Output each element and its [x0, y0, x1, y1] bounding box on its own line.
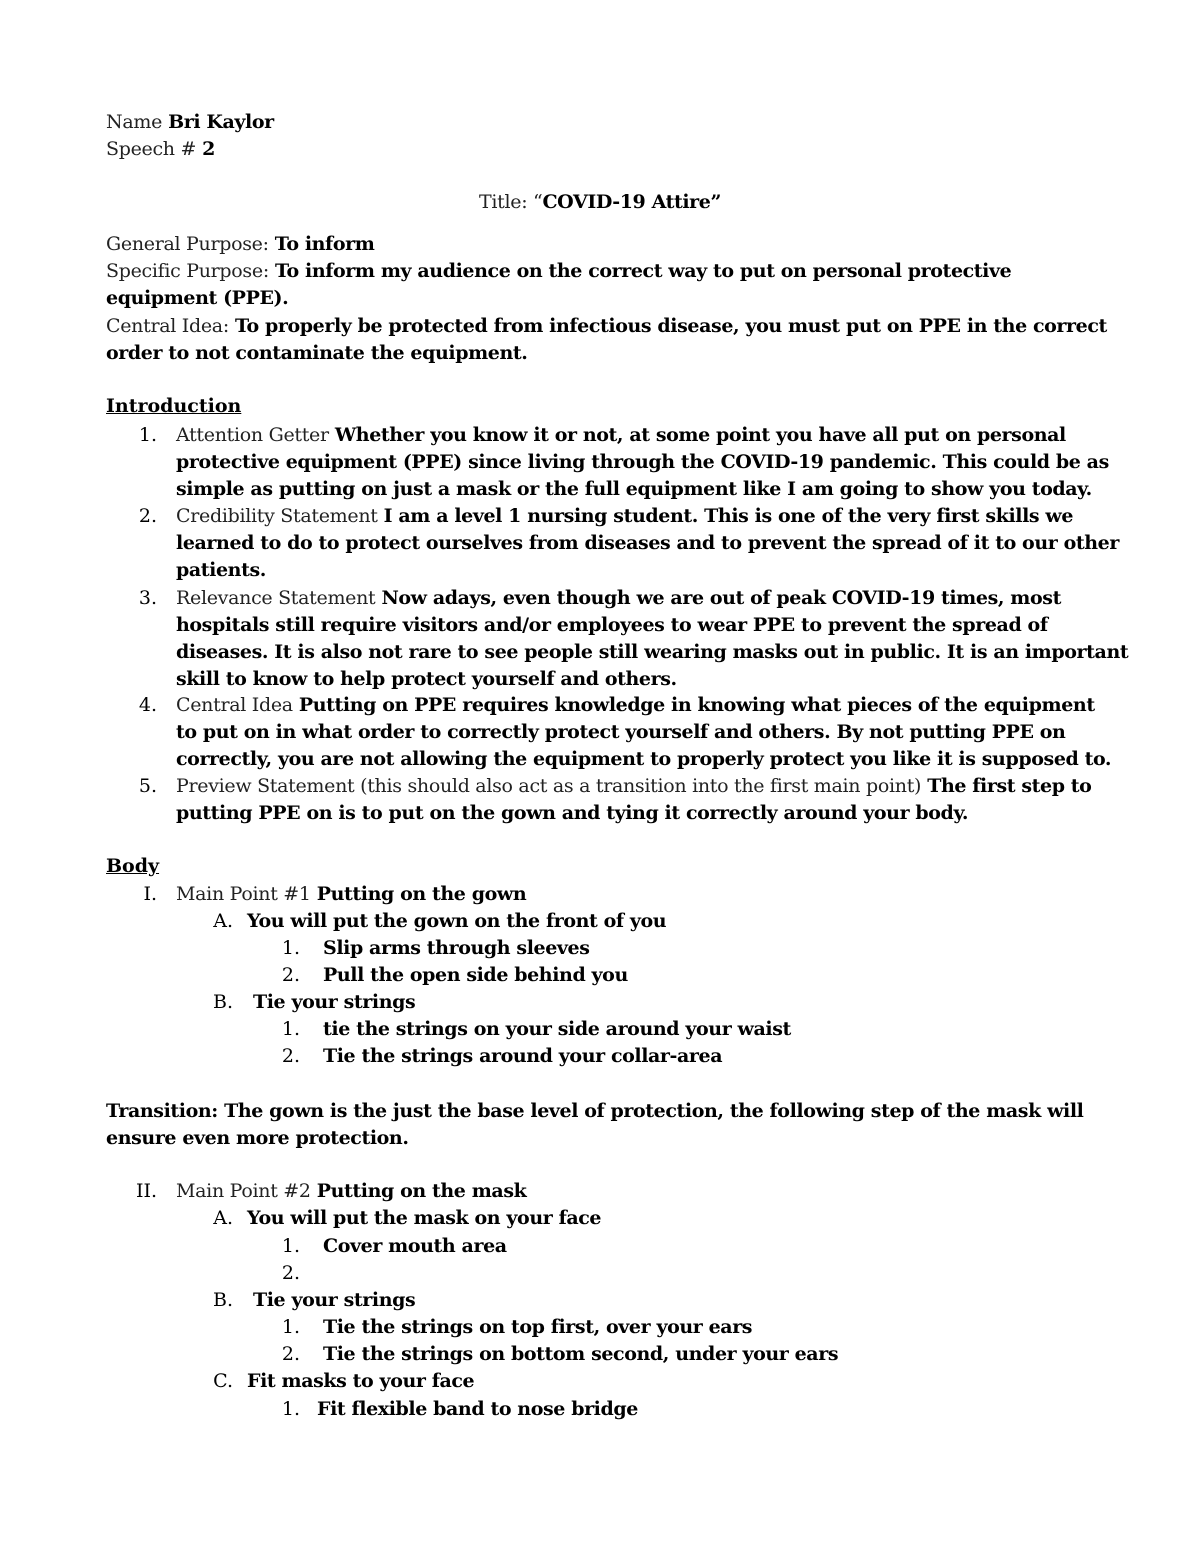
sub-sub-number: 1.: [281, 1235, 300, 1257]
sub-letter: C.: [213, 1370, 233, 1392]
list-number: 3.: [138, 587, 157, 609]
general-purpose: [106, 231, 374, 257]
list-item: [176, 503, 1073, 529]
item-text: Whether you know it or not, at some point you have all put on personal: [334, 424, 1066, 446]
transition-line1: Transition: The gown is the just the base level of protection, the following step of the mask will: [106, 1100, 1084, 1122]
main-point-1: [176, 881, 526, 907]
sub-letter: A.: [213, 910, 233, 932]
main-point-value: Putting on the mask: [316, 1180, 527, 1202]
item-text: correctly, you are not allowing the equipment to properly protect you like it is supposed to.: [176, 748, 1112, 770]
item-text: The first step to: [927, 775, 1092, 797]
sub-sub-point: Tie the strings on bottom second, under your ears: [323, 1343, 839, 1365]
item-text: Putting on PPE requires knowledge in knowing what pieces of the equipment: [298, 694, 1095, 716]
main-point-label: Main Point #1: [176, 883, 311, 905]
sub-sub-number: 2.: [281, 1045, 300, 1067]
specific-purpose-label: Specific Purpose:: [106, 260, 269, 282]
sub-sub-point: Cover mouth area: [323, 1235, 507, 1257]
item-text: Now adays, even though we are out of peak COVID-19 times, most: [381, 587, 1061, 609]
item-text: putting PPE on is to put on the gown and tying it correctly around your body.: [176, 802, 969, 824]
specific-purpose-line2: equipment (PPE).: [106, 287, 289, 309]
main-point-label: Main Point #2: [176, 1180, 311, 1202]
central-idea: [106, 313, 1107, 339]
title-line: [0, 189, 1200, 215]
item-label: Preview Statement (this should also act as a transition into the first main point): [176, 775, 922, 797]
sub-letter: B.: [212, 991, 233, 1013]
name-line: [106, 109, 274, 135]
sub-point: Fit masks to your face: [247, 1370, 475, 1392]
general-purpose-label: General Purpose:: [106, 233, 269, 255]
list-item: [176, 422, 1066, 448]
speech-value: 2: [202, 138, 215, 160]
body-heading: Body: [106, 855, 160, 877]
item-label: Relevance Statement: [176, 587, 376, 609]
item-label: Attention Getter: [176, 424, 329, 446]
sub-sub-point: Tie the strings around your collar-area: [323, 1045, 723, 1067]
title-label: Title: “: [478, 191, 543, 213]
speech-label: Speech #: [106, 138, 197, 160]
sub-sub-number: 1.: [281, 1316, 300, 1338]
item-text: hospitals still require visitors and/or employees to wear PPE to prevent the spread of: [176, 614, 1048, 636]
central-idea-label: Central Idea:: [106, 315, 229, 337]
general-purpose-value: To inform: [274, 233, 375, 255]
item-label: Central Idea: [176, 694, 293, 716]
sub-point: Tie your strings: [253, 991, 416, 1013]
list-item: [176, 692, 1095, 718]
sub-sub-number: 1.: [281, 1018, 300, 1040]
sub-sub-point: Slip arms through sleeves: [323, 937, 590, 959]
list-number: 5.: [138, 775, 157, 797]
sub-letter: B.: [212, 1289, 233, 1311]
sub-point: You will put the mask on your face: [247, 1207, 602, 1229]
item-text: diseases. It is also not rare to see people still wearing masks out in public. It is an important: [176, 641, 1129, 663]
central-idea-line1: To properly be protected from infectious disease, you must put on PPE in the correct: [234, 315, 1107, 337]
main-point-number: II.: [135, 1180, 157, 1202]
item-text: learned to do to protect ourselves from diseases and to prevent the spread of it to our other: [176, 532, 1119, 554]
sub-sub-number: 1.: [281, 937, 300, 959]
main-point-2: [176, 1178, 526, 1204]
title-close-quote: ”: [710, 191, 721, 213]
central-idea-line2: order to not contaminate the equipment.: [106, 342, 528, 364]
name-value: Bri Kaylor: [168, 111, 274, 133]
item-text: to put on in what order to correctly protect yourself and others. By not putting PPE on: [176, 721, 1066, 743]
name-label: Name: [106, 111, 163, 133]
main-point-number: I.: [143, 883, 157, 905]
item-text: patients.: [176, 559, 266, 581]
list-item: [176, 773, 1091, 799]
item-text: skill to know to help protect yourself and others.: [176, 668, 677, 690]
item-text: protective equipment (PPE) since living through the COVID-19 pandemic. This could be as: [176, 451, 1109, 473]
transition-line2: ensure even more protection.: [106, 1127, 409, 1149]
sub-sub-number: 2.: [281, 1343, 300, 1365]
item-text: simple as putting on just a mask or the full equipment like I am going to show you today.: [176, 478, 1092, 500]
list-item: [176, 585, 1061, 611]
sub-sub-point: Tie the strings on top first, over your ears: [323, 1316, 753, 1338]
list-number: 1.: [138, 424, 157, 446]
item-label: Credibility Statement: [176, 505, 378, 527]
sub-letter: A.: [213, 1207, 233, 1229]
sub-sub-number: 2.: [281, 1262, 300, 1284]
list-number: 4.: [138, 694, 157, 716]
sub-sub-number: 2.: [281, 964, 300, 986]
item-text: I am a level 1 nursing student. This is one of the very first skills we: [383, 505, 1074, 527]
sub-point: You will put the gown on the front of you: [247, 910, 667, 932]
specific-purpose-line1: To inform my audience on the correct way to put on personal protective: [274, 260, 1012, 282]
list-number: 2.: [138, 505, 157, 527]
main-point-value: Putting on the gown: [316, 883, 527, 905]
sub-point: Tie your strings: [253, 1289, 416, 1311]
sub-sub-number: 1.: [281, 1398, 300, 1420]
document-title: COVID-19 Attire: [542, 191, 711, 213]
introduction-heading: Introduction: [106, 395, 242, 417]
specific-purpose: [106, 258, 1011, 284]
sub-sub-point: Pull the open side behind you: [323, 964, 628, 986]
sub-sub-point: tie the strings on your side around your waist: [323, 1018, 791, 1040]
speech-line: [106, 136, 215, 162]
sub-sub-point: Fit flexible band to nose bridge: [317, 1398, 638, 1420]
